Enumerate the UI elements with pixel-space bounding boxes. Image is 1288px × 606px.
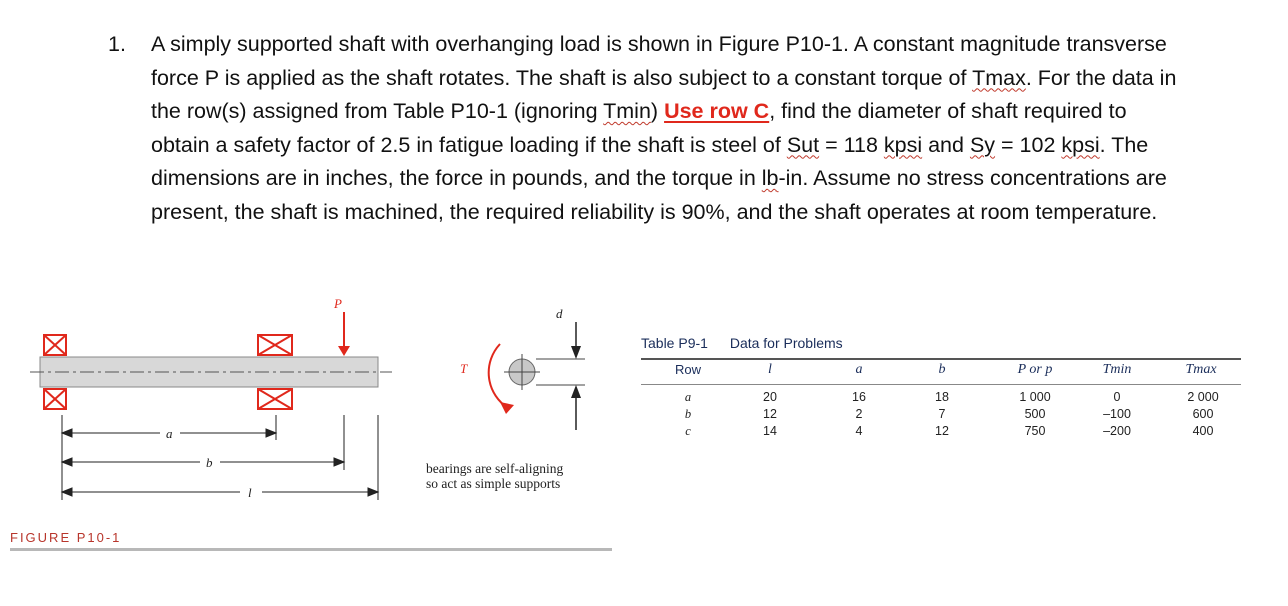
- table-cell: 20: [763, 390, 777, 404]
- col-header-b: b: [938, 362, 946, 377]
- col-header-l: l: [768, 362, 772, 377]
- table-rule: [641, 384, 1241, 385]
- table-cell: 12: [763, 407, 777, 421]
- col-header-tmax: Tmax: [1185, 362, 1217, 377]
- table-cell: 4: [855, 424, 863, 438]
- table-cell: 0: [1113, 390, 1121, 404]
- table-cell: 1 000: [1019, 390, 1051, 404]
- arrow-head-icon: [500, 402, 514, 414]
- table-cell: 12: [935, 424, 949, 438]
- table-title: [641, 335, 843, 351]
- label-b: b: [206, 455, 213, 470]
- col-header-row: Row: [674, 362, 701, 377]
- use-row-highlight: Use row C: [664, 99, 770, 123]
- kpsi-term: kpsi: [1061, 132, 1100, 157]
- label-a: a: [166, 426, 173, 441]
- table-cell: 2: [855, 407, 863, 421]
- label-l: l: [248, 485, 252, 500]
- table-cell: 7: [938, 407, 946, 421]
- table-cell: a: [684, 390, 692, 404]
- table-cell: –200: [1103, 424, 1131, 438]
- tmax-term: Tmax: [972, 65, 1026, 90]
- bearing-note-line2: so act as simple supports: [426, 476, 561, 491]
- table-cell: 400: [1192, 424, 1214, 438]
- table-cell: 16: [852, 390, 866, 404]
- problem-text: A simply supported shaft with overhanging load is shown in Figure P10-1. A constant magnitude transverse force P is applied as the shaft rotates. The shaft is also subject to a constant torque of Tmax. For the data in the row(s) assigned from Table P10-1 (ignoring Tmin) Use row C, find the diameter of shaft required to obtain a safety factor of 2.5 in fatigue loading if the shaft is steel of Sut = 118 kpsi and Sy = 102 kpsi. The dimensions are in inches, the force in pounds, and the torque in lb-in. Assume no stress concentrations are present, the shaft is machined, the required reliability is 90%, and the shaft operates at room temperature.: [151, 32, 1177, 224]
- sy-term: Sy: [969, 132, 996, 157]
- table-cell: –100: [1103, 407, 1131, 421]
- table-description: Data for Problems: [729, 335, 843, 351]
- arrow-head-icon: [571, 385, 581, 398]
- shaft-figure: [0, 290, 620, 520]
- table-label: Table P9-1: [641, 335, 708, 351]
- label-P: P: [334, 296, 342, 311]
- label-d: d: [556, 306, 563, 321]
- arrow-head-icon: [338, 346, 350, 356]
- arrow-head-icon: [571, 346, 581, 359]
- lb-term: lb: [761, 166, 779, 190]
- caption-rule: [10, 548, 612, 551]
- table-cell: 2 000: [1187, 390, 1219, 404]
- table-rule: [641, 358, 1241, 360]
- col-header-p: P or p: [1017, 362, 1053, 377]
- col-header-a: a: [855, 362, 863, 377]
- table-cell: 500: [1024, 407, 1046, 421]
- col-header-tmin: Tmin: [1102, 362, 1132, 377]
- torque-arrow: [489, 344, 508, 408]
- tmin-term: Tmin: [603, 99, 651, 123]
- figure-caption: FIGURE P10-1: [10, 530, 122, 545]
- sut-term: Sut: [786, 132, 820, 157]
- label-T: T: [460, 361, 468, 376]
- table-cell: c: [685, 424, 691, 438]
- bearing-note-line1: bearings are self-aligning: [426, 461, 564, 476]
- table-cell: b: [684, 407, 692, 421]
- problem-number: 1.: [108, 32, 126, 56]
- table-cell: 750: [1024, 424, 1046, 438]
- table-cell: 600: [1192, 407, 1214, 421]
- table-cell: 18: [935, 390, 949, 404]
- kpsi-term: kpsi: [883, 132, 923, 157]
- table-cell: 14: [763, 424, 777, 438]
